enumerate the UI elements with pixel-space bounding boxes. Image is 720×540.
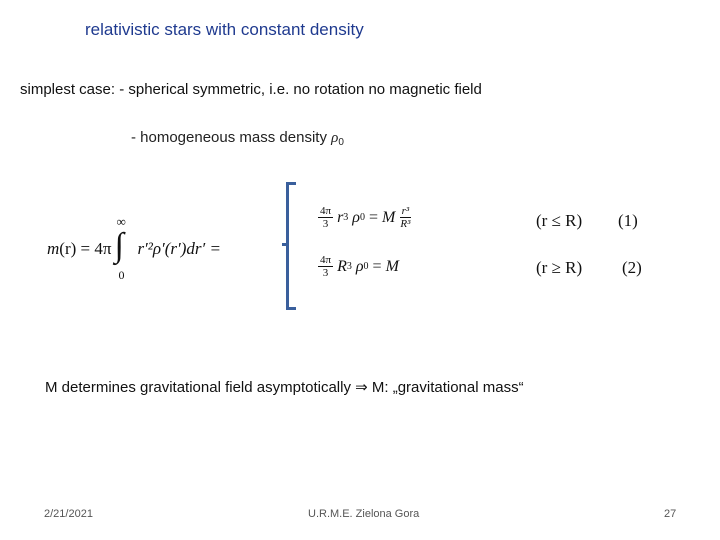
integral-lower-limit: 0 — [118, 268, 125, 282]
case1-rho: ρ — [352, 208, 360, 226]
rho-symbol: ρ — [331, 130, 339, 146]
page-number: 27 — [664, 508, 677, 520]
case1-r: r — [337, 208, 344, 226]
bullet-spherical-symmetry: simplest case: - spherical symmetric, i.e. no rotation no magnetic field — [20, 81, 482, 98]
case1-fraction — [318, 205, 333, 230]
equation-number-1: (1) — [618, 211, 638, 230]
bullet-homogeneous-density — [131, 129, 344, 148]
case-bracket-tick — [282, 243, 288, 246]
mass-integral-lhs — [47, 214, 221, 284]
case2-equals: = — [368, 257, 386, 275]
case1-rho-sub: 0 — [359, 212, 365, 223]
case1-fraction-num: 4π — [320, 205, 332, 217]
equation-number-2: (2) — [622, 258, 642, 277]
footer-source: U.R.M.E. Zielona Gora — [308, 508, 420, 520]
rho-subscript: 0 — [338, 137, 344, 148]
integrand: r′²ρ′(r′)dr′ = — [137, 239, 221, 258]
gravitational-mass-statement: M determines gravitational field asymptotically ⇒ M: „gravitational mass“ — [45, 379, 524, 396]
case2-fraction-num: 4π — [320, 254, 332, 266]
integral-symbol-icon: ∫ — [114, 227, 124, 264]
case1-M: M — [382, 208, 396, 226]
condition-outside: (r ≥ R) — [536, 258, 583, 277]
case1-ratio — [398, 205, 412, 230]
case1-ratio-num: r³ — [401, 205, 410, 217]
integral-sign — [113, 214, 133, 284]
mass-function-m: m — [47, 239, 60, 258]
case1-equals: = — [364, 208, 383, 226]
case2-rho: ρ — [355, 257, 364, 275]
case2-M: M — [385, 257, 399, 275]
case2-rho-sub: 0 — [363, 261, 369, 272]
case-outside-star — [318, 254, 399, 279]
mass-function-arg: (r) = 4π — [59, 239, 112, 258]
case1-r-exp: 3 — [343, 212, 349, 223]
case1-fraction-den: 3 — [322, 218, 329, 230]
bullet-homogeneous-text: - homogeneous mass density — [131, 129, 332, 146]
case-inside-star — [318, 205, 416, 230]
case2-R: R — [337, 257, 347, 275]
slide-title: relativistic stars with constant density — [85, 20, 364, 39]
case2-fraction-den: 3 — [322, 267, 329, 279]
condition-inside: (r ≤ R) — [536, 211, 583, 230]
case1-ratio-den: R³ — [400, 218, 411, 230]
integral-upper-limit: ∞ — [116, 214, 126, 229]
case2-fraction — [318, 254, 333, 279]
case-bracket — [286, 182, 296, 310]
case2-R-exp: 3 — [346, 261, 352, 272]
footer-date: 2/21/2021 — [44, 508, 93, 520]
